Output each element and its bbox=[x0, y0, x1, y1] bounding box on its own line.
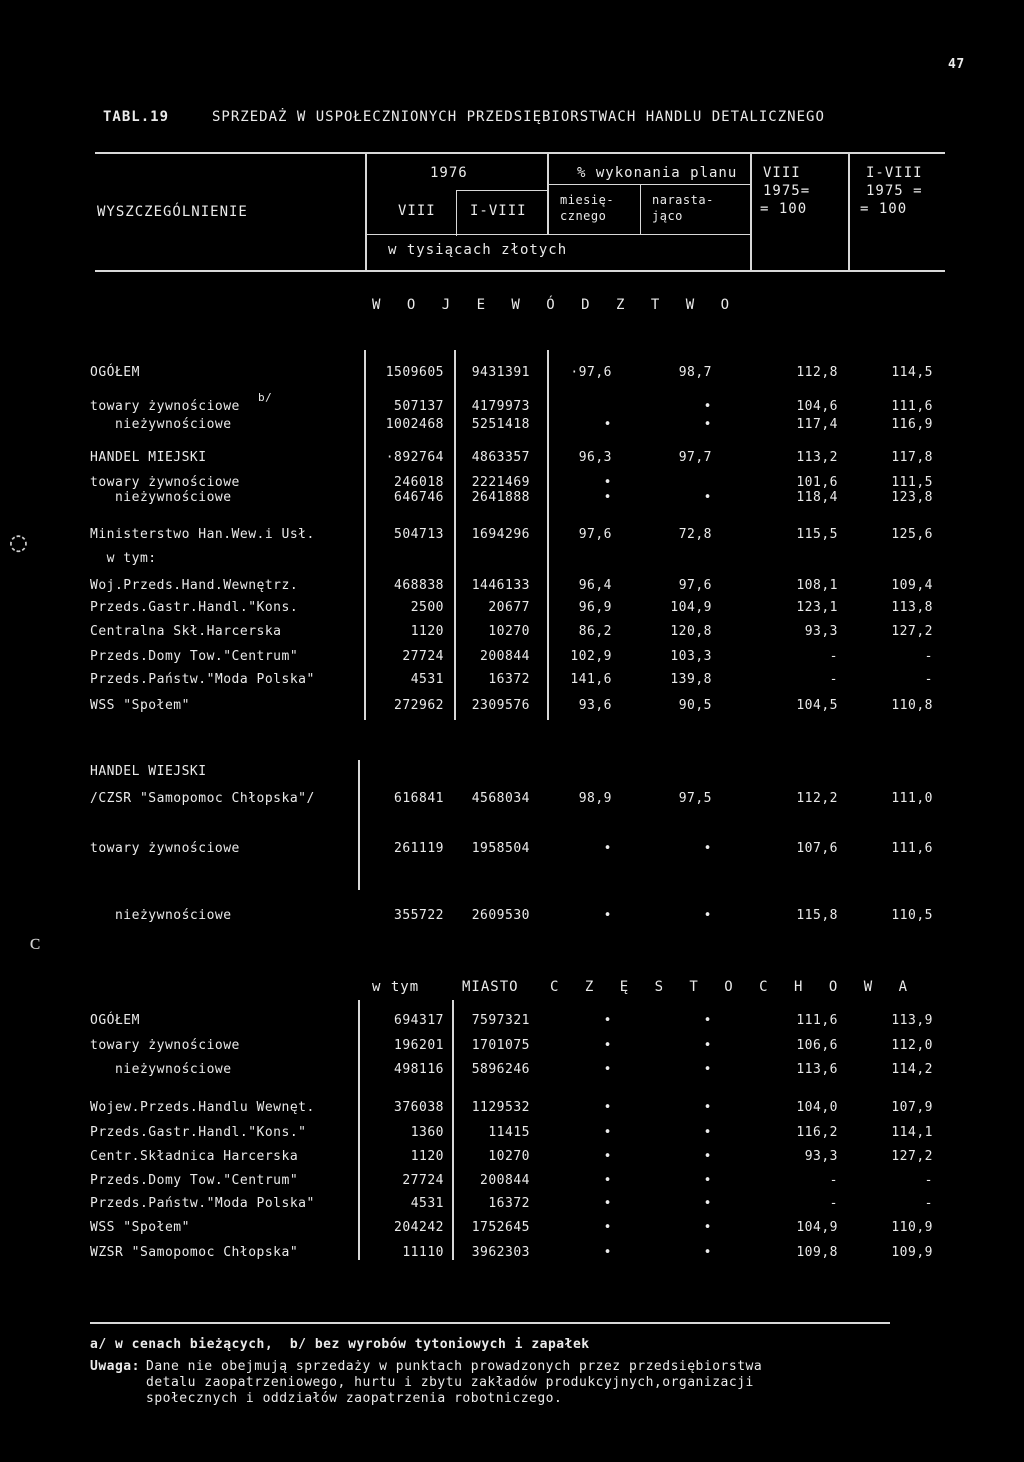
cell-plan-monthly: • bbox=[603, 908, 612, 923]
cell-i-viii-1975: 125,6 bbox=[891, 527, 933, 542]
header-subrule bbox=[456, 190, 549, 191]
cell-i-viii: 9431391 bbox=[471, 365, 530, 380]
header-viii-1975-3: = 100 bbox=[760, 201, 808, 217]
header-viii-1975-2: 1975= bbox=[763, 183, 811, 199]
cell-viii-1975: 117,4 bbox=[796, 417, 838, 432]
section-w-tym: w tym bbox=[372, 979, 420, 995]
header-divider bbox=[848, 154, 850, 272]
cell-viii: 27724 bbox=[402, 649, 444, 664]
row-label: /CZSR "Samopomoc Chłopska"/ bbox=[90, 791, 315, 806]
row-label: Przeds.Gastr.Handl."Kons." bbox=[90, 1125, 307, 1140]
cell-i-viii-1975: - bbox=[924, 1173, 933, 1188]
cell-viii: 646746 bbox=[394, 490, 444, 505]
cell-viii: 507137 bbox=[394, 399, 444, 414]
cell-viii: 2500 bbox=[410, 600, 444, 615]
header-viii-1975-1: VIII bbox=[763, 165, 801, 181]
cell-i-viii: 5251418 bbox=[471, 417, 530, 432]
row-label: nieżywnościowe bbox=[90, 417, 232, 432]
cell-viii: 27724 bbox=[402, 1173, 444, 1188]
cell-viii-1975: - bbox=[829, 1196, 838, 1211]
row-label: Woj.Przeds.Hand.Wewnętrz. bbox=[90, 578, 299, 593]
cell-plan-monthly: • bbox=[603, 1149, 612, 1164]
footnote-line: a/ w cenach bieżących, b/ bez wyrobów tytoniowych i zapałek bbox=[90, 1337, 590, 1352]
header-iviii-1975-1: I-VIII bbox=[866, 165, 923, 181]
cell-plan-cumulative: • bbox=[703, 1038, 712, 1053]
binder-hole-mark: ◌ bbox=[10, 525, 27, 558]
header-divider bbox=[750, 154, 752, 272]
cell-viii: 468838 bbox=[394, 578, 444, 593]
cell-i-viii-1975: 114,1 bbox=[891, 1125, 933, 1140]
cell-viii: ·892764 bbox=[385, 450, 444, 465]
header-subrule bbox=[547, 184, 750, 185]
cell-i-viii: 1752645 bbox=[471, 1220, 530, 1235]
row-label: Przeds.Gastr.Handl."Kons. bbox=[90, 600, 299, 615]
cell-plan-cumulative: 90,5 bbox=[678, 698, 712, 713]
cell-i-viii-1975: 114,5 bbox=[891, 365, 933, 380]
cell-i-viii-1975: 114,2 bbox=[891, 1062, 933, 1077]
cell-plan-monthly: • bbox=[603, 1220, 612, 1235]
cell-viii: 498116 bbox=[394, 1062, 444, 1077]
cell-plan-monthly: 86,2 bbox=[578, 624, 612, 639]
cell-plan-monthly: • bbox=[603, 490, 612, 505]
header-year-1976: 1976 bbox=[430, 165, 468, 181]
row-label: Ministerstwo Han.Wew.i Usł. bbox=[90, 527, 315, 542]
header-cumulative-2: jąco bbox=[652, 209, 683, 223]
cell-viii-1975: 118,4 bbox=[796, 490, 838, 505]
row-label: Przeds.Domy Tow."Centrum" bbox=[90, 1173, 299, 1188]
cell-viii-1975: 104,5 bbox=[796, 698, 838, 713]
cell-i-viii: 200844 bbox=[480, 1173, 530, 1188]
cell-i-viii: 11415 bbox=[488, 1125, 530, 1140]
row-label: towary żywnościowe bbox=[90, 841, 240, 856]
cell-viii: 376038 bbox=[394, 1100, 444, 1115]
cell-viii: 261119 bbox=[394, 841, 444, 856]
cell-viii: 196201 bbox=[394, 1038, 444, 1053]
cell-plan-cumulative: • bbox=[703, 490, 712, 505]
cell-i-viii-1975: 110,5 bbox=[891, 908, 933, 923]
cell-viii-1975: 113,2 bbox=[796, 450, 838, 465]
section-miasto-label: MIASTO bbox=[462, 979, 519, 995]
cell-i-viii-1975: 116,9 bbox=[891, 417, 933, 432]
row-label: OGÓŁEM bbox=[90, 365, 140, 380]
cell-i-viii-1975: 111,6 bbox=[891, 841, 933, 856]
cell-viii-1975: 104,0 bbox=[796, 1100, 838, 1115]
cell-i-viii-1975: 109,4 bbox=[891, 578, 933, 593]
row-label: HANDEL WIEJSKI bbox=[90, 764, 207, 779]
cell-viii-1975: 107,6 bbox=[796, 841, 838, 856]
cell-plan-monthly: • bbox=[603, 1038, 612, 1053]
cell-plan-monthly: 102,9 bbox=[570, 649, 612, 664]
cell-i-viii-1975: 127,2 bbox=[891, 1149, 933, 1164]
cell-plan-cumulative: 103,3 bbox=[670, 649, 712, 664]
cell-i-viii: 2221469 bbox=[471, 475, 530, 490]
header-divider bbox=[640, 184, 641, 234]
cell-viii-1975: 104,6 bbox=[796, 399, 838, 414]
cell-plan-cumulative: • bbox=[703, 1062, 712, 1077]
cell-plan-cumulative: • bbox=[703, 1245, 712, 1260]
cell-plan-monthly: 141,6 bbox=[570, 672, 612, 687]
cell-viii-1975: 116,2 bbox=[796, 1125, 838, 1140]
cell-i-viii-1975: 111,0 bbox=[891, 791, 933, 806]
cell-viii: 1002468 bbox=[385, 417, 444, 432]
cell-plan-monthly: • bbox=[603, 1173, 612, 1188]
row-label: OGÓŁEM bbox=[90, 1013, 140, 1028]
header-bottom-rule bbox=[95, 270, 945, 272]
cell-plan-cumulative: • bbox=[703, 1125, 712, 1140]
cell-i-viii-1975: 109,9 bbox=[891, 1245, 933, 1260]
row-label: nieżywnościowe bbox=[90, 908, 232, 923]
cell-i-viii: 200844 bbox=[480, 649, 530, 664]
row-label: WSS "Społem" bbox=[90, 1220, 190, 1235]
cell-i-viii-1975: 110,8 bbox=[891, 698, 933, 713]
header-units: w tysiącach złotych bbox=[388, 242, 568, 258]
header-divider bbox=[547, 154, 549, 234]
cell-i-viii: 7597321 bbox=[471, 1013, 530, 1028]
cell-viii-1975: 93,3 bbox=[804, 1149, 838, 1164]
row-label: towary żywnościowe bbox=[90, 399, 240, 414]
cell-plan-cumulative: 97,7 bbox=[678, 450, 712, 465]
cell-viii: 4531 bbox=[410, 1196, 444, 1211]
cell-plan-monthly: ·97,6 bbox=[570, 365, 612, 380]
cell-plan-monthly: 93,6 bbox=[578, 698, 612, 713]
binder-hole-mark: ᴄ bbox=[30, 930, 41, 955]
cell-i-viii: 2641888 bbox=[471, 490, 530, 505]
cell-i-viii-1975: 113,8 bbox=[891, 600, 933, 615]
cell-viii: 1509605 bbox=[385, 365, 444, 380]
cell-plan-monthly: 96,3 bbox=[578, 450, 612, 465]
cell-plan-cumulative: • bbox=[703, 1100, 712, 1115]
cell-i-viii-1975: 110,9 bbox=[891, 1220, 933, 1235]
row-label: towary żywnościowe bbox=[90, 475, 240, 490]
page-title: SPRZEDAŻ W USPOŁECZNIONYCH PRZEDSIĘBIORSTWACH HANDLU DETALICZNEGO bbox=[212, 109, 825, 125]
cell-viii: 4531 bbox=[410, 672, 444, 687]
cell-i-viii-1975: 127,2 bbox=[891, 624, 933, 639]
cell-i-viii: 2309576 bbox=[471, 698, 530, 713]
column-rule bbox=[358, 760, 360, 890]
row-label: WZSR "Samopomoc Chłopska" bbox=[90, 1245, 299, 1260]
cell-plan-monthly: 97,6 bbox=[578, 527, 612, 542]
cell-i-viii: 2609530 bbox=[471, 908, 530, 923]
cell-plan-cumulative: • bbox=[703, 908, 712, 923]
cell-plan-monthly: • bbox=[603, 1245, 612, 1260]
cell-plan-cumulative: 97,5 bbox=[678, 791, 712, 806]
cell-i-viii: 1701075 bbox=[471, 1038, 530, 1053]
cell-plan-monthly: • bbox=[603, 475, 612, 490]
cell-plan-monthly: • bbox=[603, 1062, 612, 1077]
cell-viii: 1360 bbox=[410, 1125, 444, 1140]
row-label: Wojew.Przeds.Handlu Wewnęt. bbox=[90, 1100, 315, 1115]
cell-i-viii: 4863357 bbox=[471, 450, 530, 465]
page-number: 47 bbox=[948, 57, 965, 72]
cell-i-viii: 1129532 bbox=[471, 1100, 530, 1115]
cell-viii: 1120 bbox=[410, 1149, 444, 1164]
cell-i-viii: 16372 bbox=[488, 672, 530, 687]
cell-plan-cumulative: 104,9 bbox=[670, 600, 712, 615]
cell-viii-1975: 106,6 bbox=[796, 1038, 838, 1053]
cell-i-viii-1975: 117,8 bbox=[891, 450, 933, 465]
header-iviii-1975-2: 1975 = bbox=[866, 183, 923, 199]
cell-viii: 11110 bbox=[402, 1245, 444, 1260]
header-subrule bbox=[366, 234, 750, 235]
cell-i-viii: 3962303 bbox=[471, 1245, 530, 1260]
cell-i-viii-1975: - bbox=[924, 672, 933, 687]
section-city-name: C Z Ę S T O C H O W A bbox=[550, 979, 917, 995]
cell-plan-monthly: • bbox=[603, 1125, 612, 1140]
cell-viii: 504713 bbox=[394, 527, 444, 542]
cell-i-viii: 1446133 bbox=[471, 578, 530, 593]
cell-viii: 1120 bbox=[410, 624, 444, 639]
cell-viii-1975: 101,6 bbox=[796, 475, 838, 490]
cell-plan-cumulative: 97,6 bbox=[678, 578, 712, 593]
row-label: WSS "Społem" bbox=[90, 698, 190, 713]
header-wyszczegolnienie: WYSZCZEGÓLNIENIE bbox=[97, 204, 248, 220]
cell-i-viii: 16372 bbox=[488, 1196, 530, 1211]
header-viii: VIII bbox=[398, 203, 436, 219]
cell-viii-1975: 115,5 bbox=[796, 527, 838, 542]
table-label: TABL.19 bbox=[103, 109, 170, 125]
cell-i-viii-1975: 113,9 bbox=[891, 1013, 933, 1028]
cell-viii: 616841 bbox=[394, 791, 444, 806]
cell-i-viii-1975: - bbox=[924, 649, 933, 664]
header-monthly-2: cznego bbox=[560, 209, 607, 223]
cell-plan-cumulative: • bbox=[703, 399, 712, 414]
cell-plan-monthly: • bbox=[603, 1100, 612, 1115]
cell-i-viii: 1694296 bbox=[471, 527, 530, 542]
cell-plan-cumulative: 139,8 bbox=[670, 672, 712, 687]
cell-plan-cumulative: • bbox=[703, 841, 712, 856]
cell-i-viii-1975: 123,8 bbox=[891, 490, 933, 505]
cell-viii-1975: 112,2 bbox=[796, 791, 838, 806]
cell-plan-monthly: • bbox=[603, 1013, 612, 1028]
header-divider bbox=[365, 154, 367, 272]
header-top-rule bbox=[95, 152, 945, 154]
section-wojewodztwo: W O J E W Ó D Z T W O bbox=[372, 297, 739, 313]
cell-plan-monthly: 96,9 bbox=[578, 600, 612, 615]
cell-i-viii: 4568034 bbox=[471, 791, 530, 806]
cell-plan-cumulative: • bbox=[703, 1220, 712, 1235]
cell-viii: 246018 bbox=[394, 475, 444, 490]
footnote-marker: b/ bbox=[258, 391, 273, 404]
row-label: HANDEL MIEJSKI bbox=[90, 450, 207, 465]
cell-plan-monthly: • bbox=[603, 1196, 612, 1211]
cell-plan-cumulative: • bbox=[703, 1196, 712, 1211]
cell-plan-cumulative: 98,7 bbox=[678, 365, 712, 380]
cell-viii-1975: 104,9 bbox=[796, 1220, 838, 1235]
row-label: nieżywnościowe bbox=[90, 1062, 232, 1077]
cell-plan-cumulative: • bbox=[703, 417, 712, 432]
cell-plan-cumulative: • bbox=[703, 1173, 712, 1188]
cell-viii-1975: - bbox=[829, 1173, 838, 1188]
row-label: Centralna Skł.Harcerska bbox=[90, 624, 282, 639]
cell-plan-monthly: 98,9 bbox=[578, 791, 612, 806]
cell-viii: 355722 bbox=[394, 908, 444, 923]
cell-plan-monthly: • bbox=[603, 841, 612, 856]
row-label: Przeds.Domy Tow."Centrum" bbox=[90, 649, 299, 664]
cell-i-viii: 10270 bbox=[488, 624, 530, 639]
note-line-1: Dane nie obejmują sprzedaży w punktach prowadzonych przez przedsiębiorstwa bbox=[146, 1359, 763, 1374]
cell-i-viii: 5896246 bbox=[471, 1062, 530, 1077]
cell-viii-1975: 115,8 bbox=[796, 908, 838, 923]
row-label: w tym: bbox=[90, 551, 157, 566]
cell-plan-monthly: 96,4 bbox=[578, 578, 612, 593]
cell-plan-cumulative: • bbox=[703, 1013, 712, 1028]
note-line-2: detalu zaopatrzeniowego, hurtu i zbytu zakładów produkcyjnych,organizacji bbox=[146, 1375, 754, 1390]
footer-rule bbox=[90, 1322, 890, 1324]
row-label: nieżywnościowe bbox=[90, 490, 232, 505]
header-i-viii: I-VIII bbox=[470, 203, 527, 219]
header-monthly-1: miesię- bbox=[560, 193, 615, 207]
cell-i-viii: 10270 bbox=[488, 1149, 530, 1164]
cell-viii-1975: 93,3 bbox=[804, 624, 838, 639]
cell-viii-1975: 108,1 bbox=[796, 578, 838, 593]
header-iviii-1975-3: = 100 bbox=[860, 201, 908, 217]
note-line-3: społecznych i oddziałów zaopatrzenia robotniczego. bbox=[146, 1391, 563, 1406]
row-label: towary żywnościowe bbox=[90, 1038, 240, 1053]
cell-plan-cumulative: 120,8 bbox=[670, 624, 712, 639]
cell-viii-1975: 111,6 bbox=[796, 1013, 838, 1028]
cell-viii: 204242 bbox=[394, 1220, 444, 1235]
cell-plan-cumulative: • bbox=[703, 1149, 712, 1164]
note-label: Uwaga: bbox=[90, 1359, 140, 1374]
cell-viii-1975: 109,8 bbox=[796, 1245, 838, 1260]
cell-viii-1975: 113,6 bbox=[796, 1062, 838, 1077]
row-label: Przeds.Państw."Moda Polska" bbox=[90, 672, 315, 687]
header-plan-pct: % wykonania planu bbox=[577, 165, 738, 181]
cell-viii-1975: 123,1 bbox=[796, 600, 838, 615]
cell-viii-1975: 112,8 bbox=[796, 365, 838, 380]
cell-plan-cumulative: 72,8 bbox=[678, 527, 712, 542]
cell-i-viii: 1958504 bbox=[471, 841, 530, 856]
cell-i-viii: 20677 bbox=[488, 600, 530, 615]
cell-i-viii-1975: 107,9 bbox=[891, 1100, 933, 1115]
cell-i-viii-1975: - bbox=[924, 1196, 933, 1211]
header-divider bbox=[456, 190, 457, 236]
row-label: Przeds.Państw."Moda Polska" bbox=[90, 1196, 315, 1211]
cell-i-viii: 4179973 bbox=[471, 399, 530, 414]
cell-i-viii-1975: 112,0 bbox=[891, 1038, 933, 1053]
cell-i-viii-1975: 111,5 bbox=[891, 475, 933, 490]
row-label: Centr.Składnica Harcerska bbox=[90, 1149, 299, 1164]
cell-viii: 272962 bbox=[394, 698, 444, 713]
cell-viii-1975: - bbox=[829, 649, 838, 664]
cell-viii-1975: - bbox=[829, 672, 838, 687]
cell-i-viii-1975: 111,6 bbox=[891, 399, 933, 414]
cell-viii: 694317 bbox=[394, 1013, 444, 1028]
header-cumulative-1: narasta- bbox=[652, 193, 714, 207]
cell-plan-monthly: • bbox=[603, 417, 612, 432]
